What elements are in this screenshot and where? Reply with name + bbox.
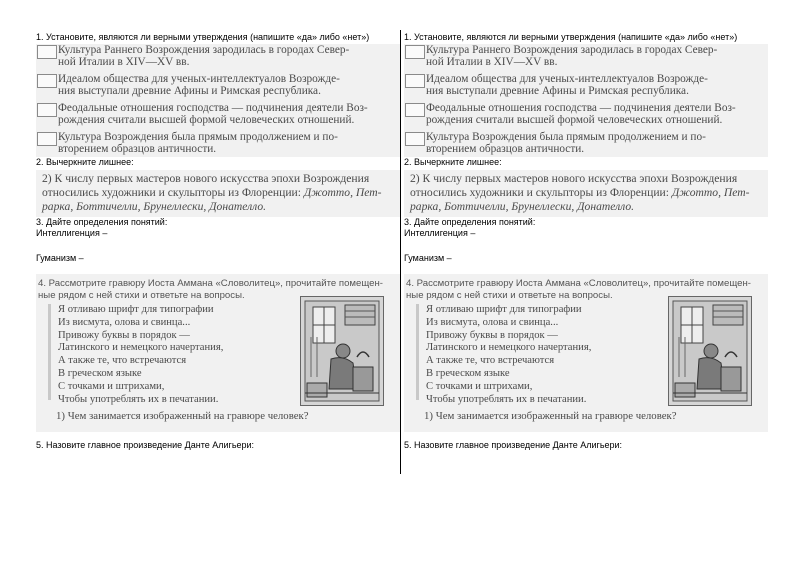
extra-line: 2) К числу первых мастеров нового искусства эпохи Возрождения	[410, 172, 738, 185]
statement-line: Культура Возрождения была прямым продолжением и по-	[426, 131, 706, 143]
worksheet-right	[404, 32, 768, 451]
extra-line: рарка, Боттичелли, Брунеллески, Донателло.	[42, 200, 267, 213]
statement-item	[404, 45, 768, 68]
statement-item	[404, 74, 768, 97]
engraving-image	[300, 296, 384, 406]
task-4-text: 4. Рассмотрите гравюру Иоста Аммана «Словолитец», прочитайте помещен- ные рядом с ней стихи и ответьте на вопросы.	[38, 278, 383, 301]
question-3: 3. Дайте определения понятий:	[36, 217, 168, 227]
statement-item	[36, 45, 400, 68]
term-intelligentsia: Интеллигенция –	[36, 228, 108, 238]
answer-box[interactable]	[405, 45, 425, 59]
term-humanism: Гуманизм –	[404, 253, 452, 263]
term-intelligentsia: Интеллигенция –	[404, 228, 476, 238]
question-5: 5. Назовите главное произведение Данте Алигьери:	[36, 440, 255, 450]
statement-line: ной Италии в XIV—XV вв.	[426, 55, 558, 68]
statement-line: рождения считали высшей формой человеческих отношений.	[58, 113, 355, 126]
statement-line: Идеалом общества для ученых-интеллектуалов Возрожде-	[426, 73, 708, 85]
statement-item	[36, 132, 400, 155]
answer-box[interactable]	[37, 74, 57, 88]
statements-scan	[36, 44, 400, 157]
question-2: 2. Вычеркните лишнее:	[36, 157, 134, 167]
statement-line: вторением образцов античности.	[58, 142, 217, 155]
answer-box[interactable]	[37, 103, 57, 117]
engraving-image	[668, 296, 752, 406]
statement-line: Культура Раннего Возрождения зародилась в городах Север-	[426, 44, 718, 56]
question-2: 2. Вычеркните лишнее:	[404, 157, 502, 167]
question-1: 1. Установите, являются ли верными утверждения (напишите «да» либо «нет»)	[404, 32, 738, 42]
statement-line: вторением образцов античности.	[426, 142, 585, 155]
question-3: 3. Дайте определения понятий:	[404, 217, 536, 227]
statements-scan	[404, 44, 768, 157]
statement-line: Феодальные отношения господства — подчинения деятели Воз-	[58, 102, 368, 114]
poem: Я отливаю шрифт для типографии Из висмута, олова и свинца... Привожу буквы в порядок — Латинского и немецкого начертания, А также те, что встречаются В греческом языке С точками и штрихами, Чтобы употреблять их в печатании.	[426, 304, 592, 405]
statement-item	[36, 103, 400, 126]
question-5: 5. Назовите главное произведение Данте Алигьери:	[404, 440, 623, 450]
statement-line: Идеалом общества для ученых-интеллектуалов Возрожде-	[58, 73, 340, 85]
answer-space[interactable]	[404, 239, 768, 253]
statement-item	[36, 74, 400, 97]
extra-line: относились художники и скульпторы из Флоренции: Джотто, Пет-	[410, 186, 750, 199]
engraving-task-scan	[36, 274, 400, 432]
engraving-task-scan	[404, 274, 768, 432]
statement-line: Феодальные отношения господства — подчинения деятели Воз-	[426, 102, 736, 114]
answer-space[interactable]	[36, 239, 400, 253]
answer-box[interactable]	[37, 45, 57, 59]
answer-box[interactable]	[405, 132, 425, 146]
poem-bar	[48, 304, 51, 400]
task-4-question: 1) Чем занимается изображенный на гравюре человек?	[56, 410, 309, 422]
extra-item-scan	[404, 170, 768, 217]
statement-item	[404, 103, 768, 126]
answer-box[interactable]	[405, 74, 425, 88]
question-1: 1. Установите, являются ли верными утверждения (напишите «да» либо «нет»)	[36, 32, 370, 42]
column-divider	[400, 30, 401, 474]
statement-line: Культура Раннего Возрождения зародилась в городах Север-	[58, 44, 350, 56]
term-humanism: Гуманизм –	[36, 253, 84, 263]
extra-line: 2) К числу первых мастеров нового искусства эпохи Возрождения	[42, 172, 370, 185]
statement-line: ния выступали древние Афины и Римская республика.	[426, 84, 689, 97]
extra-line: рарка, Боттичелли, Брунеллески, Донателло.	[410, 200, 635, 213]
poem-bar	[416, 304, 419, 400]
statement-line: ной Италии в XIV—XV вв.	[58, 55, 190, 68]
worksheet-left	[36, 32, 400, 451]
poem: Я отливаю шрифт для типографии Из висмута, олова и свинца... Привожу буквы в порядок — Латинского и немецкого начертания, А также те, что встречаются В греческом языке С точками и штрихами, Чтобы употреблять их в печатании.	[58, 304, 224, 405]
statement-item	[404, 132, 768, 155]
statement-line: Культура Возрождения была прямым продолжением и по-	[58, 131, 338, 143]
answer-box[interactable]	[37, 132, 57, 146]
extra-item-scan	[36, 170, 400, 217]
answer-box[interactable]	[405, 103, 425, 117]
extra-line: относились художники и скульпторы из Флоренции: Джотто, Пет-	[42, 186, 382, 199]
statement-line: рождения считали высшей формой человеческих отношений.	[426, 113, 723, 126]
task-4-text: 4. Рассмотрите гравюру Иоста Аммана «Словолитец», прочитайте помещен- ные рядом с ней стихи и ответьте на вопросы.	[406, 278, 751, 301]
task-4-question: 1) Чем занимается изображенный на гравюре человек?	[424, 410, 677, 422]
statement-line: ния выступали древние Афины и Римская республика.	[58, 84, 321, 97]
